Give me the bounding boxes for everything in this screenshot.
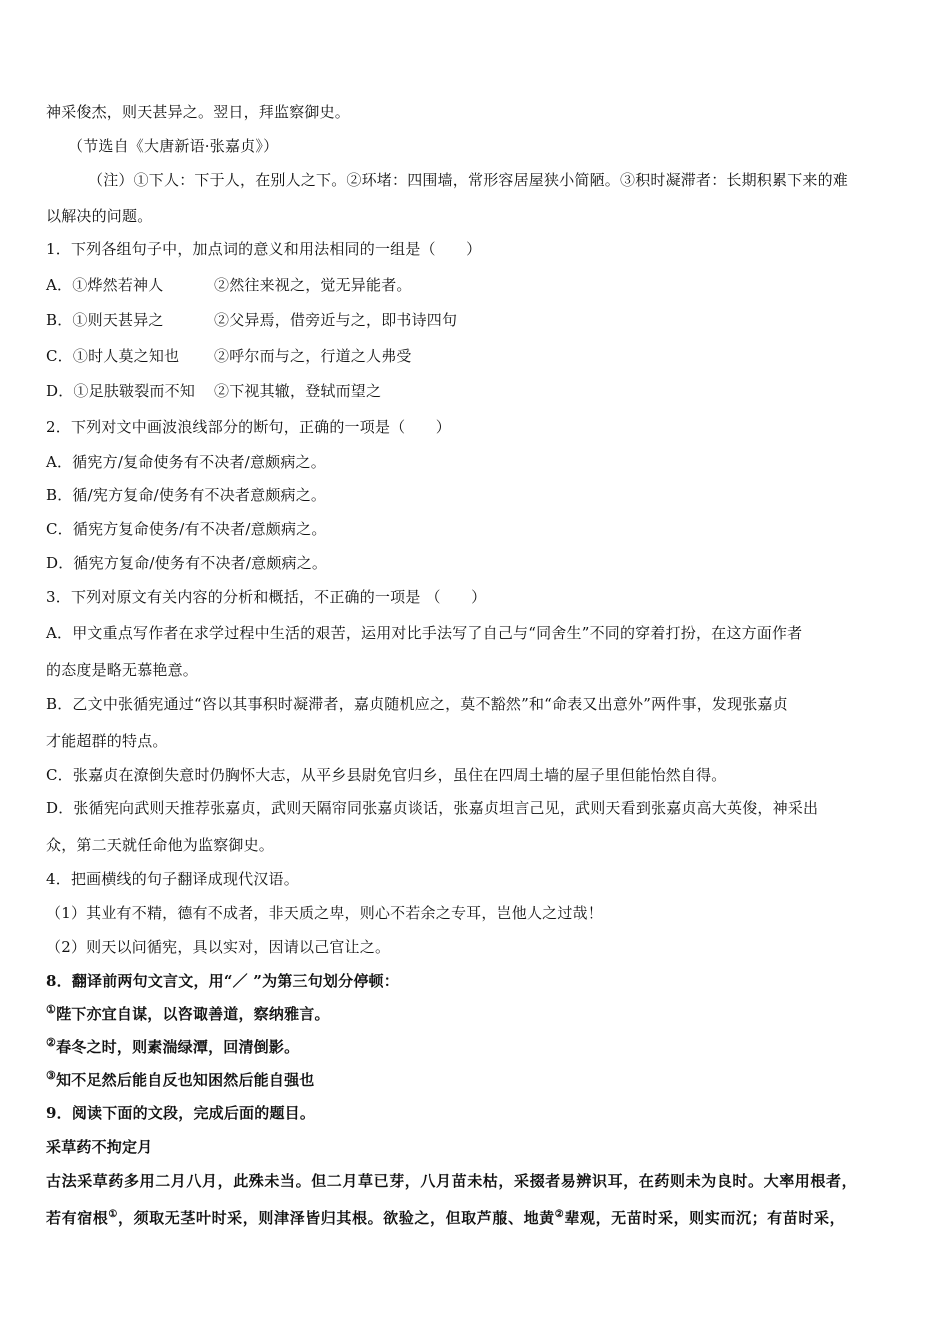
option-d-second: ②下视其辙，登轼而望之 (214, 382, 382, 400)
question-1-option-b (46, 310, 908, 330)
question-3-option-d: D．张循宪向武则天推荐张嘉贞，武则天隔帘同张嘉贞谈话，张嘉贞坦言己见，武则天看到张嘉贞高大英俊，神采出 (46, 799, 819, 817)
question-3-option-c: C．张嘉贞在潦倒失意时仍胸怀大志，从平乡县尉免官归乡，虽住在四周土墙的屋子里但能怡然自得。 (46, 766, 727, 784)
option-b-second: ②父异焉，借旁近与之，即书诗四句 (214, 311, 458, 329)
question-2-option-a: A．循宪方/复命使务有不决者/意颇病之。 (46, 453, 326, 471)
marker-2: ② (46, 1036, 57, 1049)
paragraph-text-b: ，须取无茎叶时采，则津泽皆归其根。欲验之，但取芦菔、地黄 (117, 1209, 555, 1227)
marker-1: ① (46, 1003, 57, 1016)
question-2-option-d: D．循宪方复命/使务有不决者/意颇病之。 (46, 554, 328, 572)
question-9-title: 采草药不拘定月 (46, 1138, 153, 1156)
paragraph-text-c: 辈观，无苗时采，则实而沉；有苗时采， (564, 1209, 846, 1227)
question-8-sentence-1 (46, 1004, 908, 1024)
option-a-second: ②然往来视之，觉无异能者。 (214, 276, 412, 294)
question-2-stem: 2．下列对文中画波浪线部分的断句，正确的一项是（ ） (46, 418, 451, 436)
option-c-first: C．①时人莫之知也 (46, 347, 180, 365)
footnote-marker-1: ① (108, 1209, 118, 1220)
question-1-stem: 1．下列各组句子中，加点词的意义和用法相同的一组是（ ） (46, 240, 482, 258)
sentence-2-text: 春冬之时，则素湍绿潭，回清倒影。 (56, 1038, 300, 1056)
paragraph-text-a: 若有宿根 (46, 1209, 109, 1227)
question-1-option-a (46, 275, 908, 295)
question-3-option-a: A．甲文重点写作者在求学过程中生活的艰苦，运用对比手法写了自己与“同舍生”不同的穿着打扮，在这方面作者 (46, 624, 803, 642)
question-3-stem: 3．下列对原文有关内容的分析和概括，不正确的一项是 （ ） (46, 588, 487, 606)
question-8-sentence-3 (46, 1070, 908, 1090)
question-2-option-b: B．循/宪方复命/使务有不决者意颇病之。 (46, 486, 327, 504)
question-8-sentence-2 (46, 1037, 908, 1057)
option-d-first: D．①足肤皲裂而不知 (46, 382, 196, 400)
question-9-paragraph: 古法采草药多用二月八月，此殊未当。但二月草已芽，八月苗未枯，采掇者易辨识耳，在药则未为良时。大率用根者， (46, 1172, 858, 1190)
sentence-1-text: 陛下亦宜自谋，以咨诹善道，察纳雅言。 (56, 1005, 330, 1023)
question-9-paragraph-continued (46, 1208, 908, 1228)
question-1-option-d (46, 381, 908, 401)
sentence-3-text: 知不足然后能自反也知困然后能自强也 (56, 1071, 315, 1089)
marker-3: ③ (46, 1069, 57, 1082)
passage-source: （节选自《大唐新语·张嘉贞》） (68, 137, 279, 155)
question-4-stem: 4．把画横线的句子翻译成现代汉语。 (46, 870, 299, 888)
option-c-second: ②呼尔而与之，行道之人弗受 (214, 347, 412, 365)
question-3-option-b: B．乙文中张循宪通过“咨以其事积时凝滞者，嘉贞随机应之，莫不豁然”和“命表又出意外”两件事，发现张嘉贞 (46, 695, 788, 713)
option-a-first: A．①烨然若神人 (46, 276, 164, 294)
footnote-marker-2: ② (554, 1209, 565, 1220)
passage-line: 神采俊杰，则天甚异之。翌日，拜监察御史。 (46, 103, 351, 121)
question-1-option-c (46, 346, 908, 366)
passage-note-continued: 以解决的问题。 (46, 207, 153, 225)
question-3-option-a-continued: 的态度是略无慕艳意。 (46, 661, 199, 679)
passage-note: （注）①下人：下于人，在别人之下。②环堵：四围墙，常形容居屋狭小简陋。③积时凝滞者：长期积累下来的难 (88, 171, 849, 189)
option-b-first: B．①则天甚异之 (46, 311, 164, 329)
question-9-stem: 9．阅读下面的文段，完成后面的题目。 (46, 1104, 316, 1122)
question-8-stem: 8．翻译前两句文言文，用“／ ”为第三句划分停顿： (46, 972, 399, 990)
question-4-sentence-2: （2）则天以问循宪，具以实对，因请以己官让之。 (46, 938, 391, 956)
question-4-sentence-1: （1）其业有不精，德有不成者，非天质之卑，则心不若余之专耳，岂他人之过哉！ (46, 904, 603, 922)
question-2-option-c: C．循宪方复命使务/有不决者/意颇病之。 (46, 520, 327, 538)
question-3-option-b-continued: 才能超群的特点。 (46, 732, 168, 750)
question-3-option-d-continued: 众，第二天就任命他为监察御史。 (46, 836, 275, 854)
